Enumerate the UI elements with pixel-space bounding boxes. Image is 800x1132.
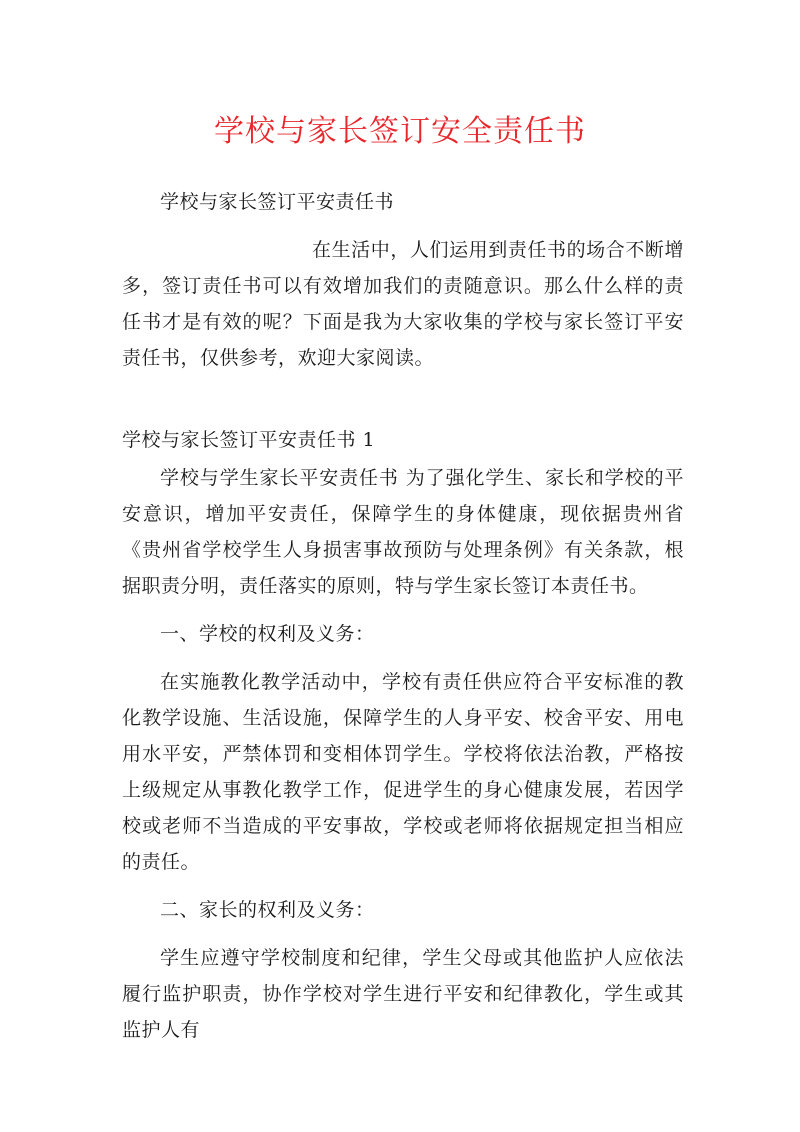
intro-paragraph: 在生活中，人们运用到责任书的场合不断增多，签订责任书可以有效增加我们的责随意识。那么什么样的责任书才是有效的呢？下面是我为大家收集的学校与家长签订平安责任书，仅供参考，欢迎大家阅读。 — [122, 239, 684, 369]
item-2-heading: 二、家长的权利及义务： — [160, 899, 375, 921]
spacer — [122, 652, 684, 664]
paragraph-1: 学校与学生家长平安责任书 为了强化学生、家长和学校的平安意识，增加平安责任，保障学生的身体健康，现依据贵州省《贵州省学校学生人身损害事故预防与处理条例》有关条款，根据职责分明，责任落实的原则，特与学生家长签订本责任书。 — [122, 467, 684, 597]
document-body — [122, 184, 684, 1048]
spacer — [122, 928, 684, 940]
section-heading: 学校与家长签订平安责任书 1 — [122, 429, 376, 451]
item-1-heading: 一、学校的权利及义务： — [160, 623, 375, 645]
spacer — [122, 880, 684, 892]
item-2-body: 学生应遵守学校制度和纪律，学生父母或其他监护人应依法履行监护职责，协作学校对学生进行平安和纪律教化，学生或其监护人有 — [122, 947, 684, 1041]
item-1-body: 在实施教化教学活动中，学校有责任供应符合平安标准的教化教学设施、生活设施，保障学生的人身平安、校舍平安、用电用水平安，严禁体罚和变相体罚学生。学校将依法治教，严格按上级规定从事教化教学工作，促进学生的身心健康发展，若因学校或老师不当造成的平安事故，学校或老师将依据规定担当相应的责任。 — [122, 671, 684, 873]
spacer — [122, 604, 684, 616]
document-title: 学校与家长签订安全责任书 — [214, 114, 586, 149]
document-subtitle: 学校与家长签订平安责任书 — [160, 191, 395, 213]
